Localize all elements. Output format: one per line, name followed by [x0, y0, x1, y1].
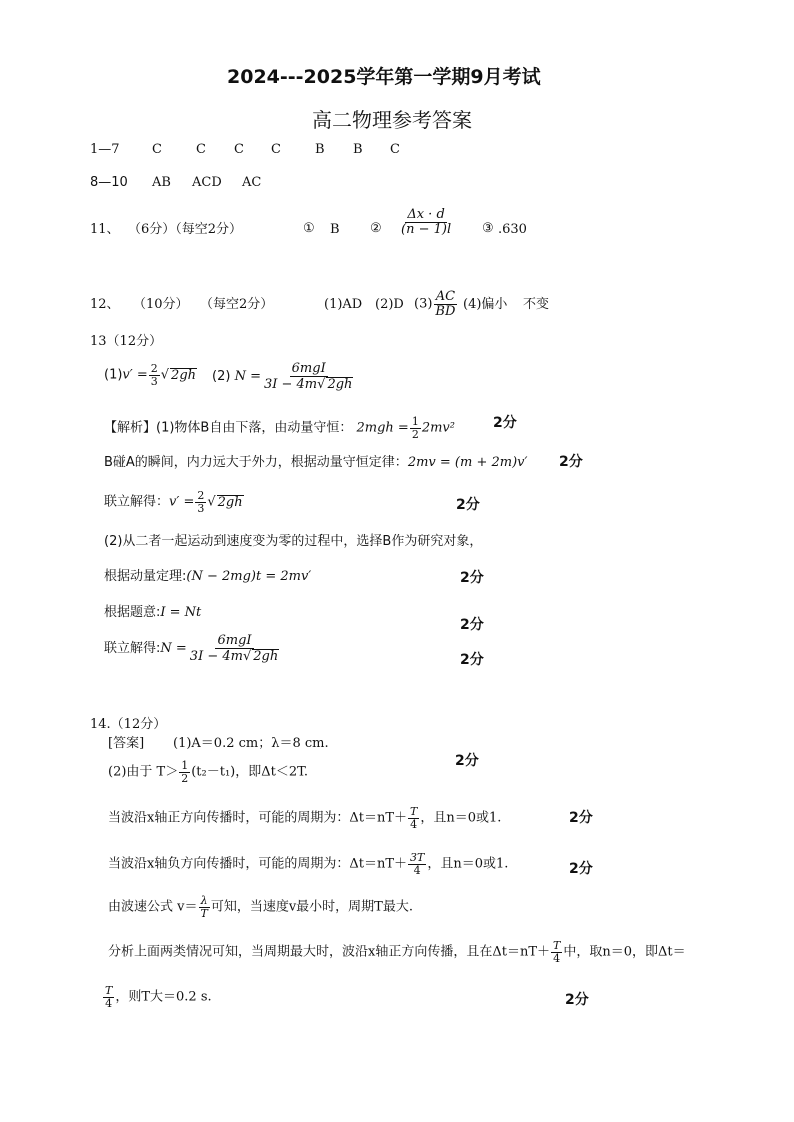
q12-per-blank: （每空2分） [200, 297, 274, 312]
score: 2分 [493, 415, 517, 431]
mc-answer: C [234, 142, 244, 157]
q14-positive-direction [108, 806, 501, 830]
analysis-text: 联立解得: [104, 641, 161, 657]
q14-analysis [108, 940, 686, 964]
analysis-text: 根据动量定理: [104, 569, 187, 584]
mc-answer: C [390, 142, 400, 157]
equation: 2mv² [421, 420, 455, 436]
q11-answer-3: .630 [498, 222, 527, 237]
analysis-text: 可知，当速度v最小时，周期T最大. [210, 899, 413, 915]
mc-answer: ACD [192, 175, 222, 190]
q11-answer-1: B [330, 222, 340, 237]
fraction-denominator: 3 [197, 501, 205, 515]
sqrt-radicand: 2gh [253, 648, 279, 664]
analysis-text: (1)物体B自由下落，由动量守恒： [156, 420, 353, 436]
equation: (N − 2mg)t = 2mv′ [186, 569, 312, 584]
q11-points: （6分）（每空2分） [128, 222, 243, 237]
fraction-numerator: 1 [181, 759, 189, 772]
q14-part-2-prefix: (2)由于 T＞ [108, 764, 179, 780]
analysis-tag: 【解析】 [104, 420, 157, 436]
score: 2分 [559, 454, 583, 470]
q13-answer-2-prefix: (2) [212, 369, 231, 385]
q13-analysis-line-5 [104, 570, 311, 583]
analysis-text: ，且n＝0或1. [427, 856, 509, 872]
q13-analysis-line-6 [104, 606, 201, 619]
q11-mark-3: ③ [482, 221, 494, 236]
score: 2分 [569, 861, 593, 877]
score: 2分 [565, 992, 589, 1008]
fraction-numerator: 6mgI [291, 361, 326, 376]
analysis-text: 由波速公式 v＝ [108, 899, 198, 915]
fraction-denominator: 2 [411, 427, 419, 441]
mc-range-2: 8—10 [90, 175, 128, 190]
q11-mark-1: ① [303, 221, 315, 236]
q12-answer-1: (1)AD [324, 297, 363, 312]
q14-label: 14.（12分） [90, 717, 167, 732]
analysis-text: 当波沿x轴负方向传播时，可能的周期为：Δt＝nT＋ [108, 856, 407, 872]
fraction-numerator: T [553, 939, 561, 952]
fraction-numerator: AC [435, 289, 456, 304]
mc-answer: C [196, 142, 206, 157]
fraction-denominator: 4 [413, 863, 421, 877]
q13-label: 13（12分） [90, 334, 163, 349]
analysis-text: 联立解得： [104, 494, 170, 510]
score: 2分 [456, 497, 480, 513]
q14-negative-direction [108, 852, 508, 876]
q13-answer-2-lhs: N = [234, 369, 261, 385]
q11-label: 11、 [90, 222, 120, 237]
fraction-numerator: 3T [410, 851, 425, 864]
analysis-text: ，且n＝0或1. [420, 810, 502, 826]
fraction-denominator: 4 [410, 817, 418, 831]
fraction-denominator: BD [435, 303, 456, 319]
fraction-numerator: λ [200, 894, 208, 907]
q13-answer-1-lhs: v′ = [122, 367, 148, 383]
q14-speed-formula [108, 895, 413, 919]
score: 2分 [455, 753, 479, 769]
q14-part-2-suffix: (t₂－t₁)，即Δt＜2T. [191, 764, 309, 780]
equation: I = Nt [160, 605, 202, 620]
equation: N = [160, 641, 187, 657]
score: 2分 [460, 652, 484, 668]
sqrt-radicand: 2gh [171, 367, 197, 383]
equation: 2mv = (m + 2m)v′ [407, 455, 528, 470]
q12-answer-5: 不变 [523, 297, 550, 312]
analysis-text: 分析上面两类情况可知，当周期最大时，波沿x轴正方向传播，且在Δt＝nT＋ [108, 944, 550, 960]
fraction-numerator: T [410, 805, 418, 818]
fraction-denominator: 4 [553, 951, 561, 965]
sqrt-radicand: 2gh [217, 494, 243, 510]
q13-answer-1: (1)v′ = $\frac{2}{3}$ √ 2gh [104, 362, 197, 388]
fraction-numerator: Δx · d [407, 207, 445, 222]
fraction-denominator: 3I − 4m [263, 376, 318, 392]
mc-answer: C [152, 142, 162, 157]
fraction-numerator: 6mgI [217, 633, 252, 648]
analysis-text: 当波沿x轴正方向传播时，可能的周期为：Δt＝nT＋ [108, 810, 407, 826]
fraction-denominator: 4 [105, 996, 113, 1010]
mc-answer: AB [152, 175, 171, 190]
q12-answer-2: (2)D [375, 297, 404, 312]
exam-title: 2024---2025学年第一学期9月考试 [227, 66, 541, 88]
q12-answer-3-prefix: (3) [414, 296, 433, 312]
q14-answer-tag: [答案] [108, 736, 145, 751]
q11-mark-2: ② [370, 221, 382, 236]
analysis-text: B碰A的瞬间，内力远大于外力，根据动量守恒定律： [104, 455, 408, 470]
sqrt-radicand: 2gh [327, 376, 353, 392]
q12-answer-3 [414, 290, 458, 318]
fraction-numerator: 2 [197, 489, 205, 502]
q13-analysis-line-1 [104, 416, 455, 440]
page-subtitle: 高二物理参考答案 [312, 108, 472, 132]
q13-answer-2: (2) N = $\frac{\text{6mgI}}{3I - 4m√ 2gh}$ [212, 361, 353, 392]
analysis-text: ，则T大＝0.2 s. [115, 989, 212, 1005]
equation: v′ = [169, 494, 195, 510]
fraction-denominator: 3I − 4m [189, 648, 243, 664]
analysis-text: 根据题意: [104, 605, 161, 620]
score: 2分 [460, 617, 484, 633]
fraction-numerator: 2 [150, 362, 158, 375]
q13-analysis-line-7: 联立解得:N = $\frac{\text{6mgI}}{3I - 4m√ 2gh}$ [104, 633, 279, 664]
score: 2分 [460, 570, 484, 586]
mc-answer: AC [242, 175, 262, 190]
q13-analysis-line-3: 联立解得：v′ = $\frac{2}{3}$ √ 2gh [104, 489, 243, 515]
fraction-numerator: T [105, 984, 113, 997]
mc-range-1: 1—7 [90, 142, 120, 157]
equation: 2mgh = [356, 420, 409, 436]
mc-answer: C [271, 142, 281, 157]
analysis-text: 中，取n＝0，即Δt＝ [563, 944, 686, 960]
fraction-denominator: (n − 1)l [401, 221, 452, 237]
q13-analysis-line-4: (2)从二者一起运动到速度变为零的过程中，选择B作为研究对象， [104, 534, 483, 549]
q12-points: （10分） [133, 297, 189, 312]
mc-answer: B [315, 142, 325, 157]
fraction-denominator: T [200, 906, 208, 920]
q11-answer-2 [398, 208, 454, 236]
mc-answer: B [353, 142, 363, 157]
fraction-denominator: 2 [181, 771, 189, 785]
score: 2分 [569, 810, 593, 826]
q12-label: 12、 [90, 297, 120, 312]
q14-part-2 [108, 760, 308, 784]
q12-answer-4: (4)偏小 [463, 297, 508, 312]
q14-part-1: (1)A＝0.2 cm；λ＝8 cm. [173, 736, 329, 751]
q13-answer-1-prefix: (1) [104, 367, 123, 383]
q14-final [102, 985, 212, 1009]
q13-analysis-line-2 [104, 456, 527, 469]
fraction-numerator: 1 [411, 415, 419, 428]
fraction-denominator: 3 [150, 374, 158, 388]
